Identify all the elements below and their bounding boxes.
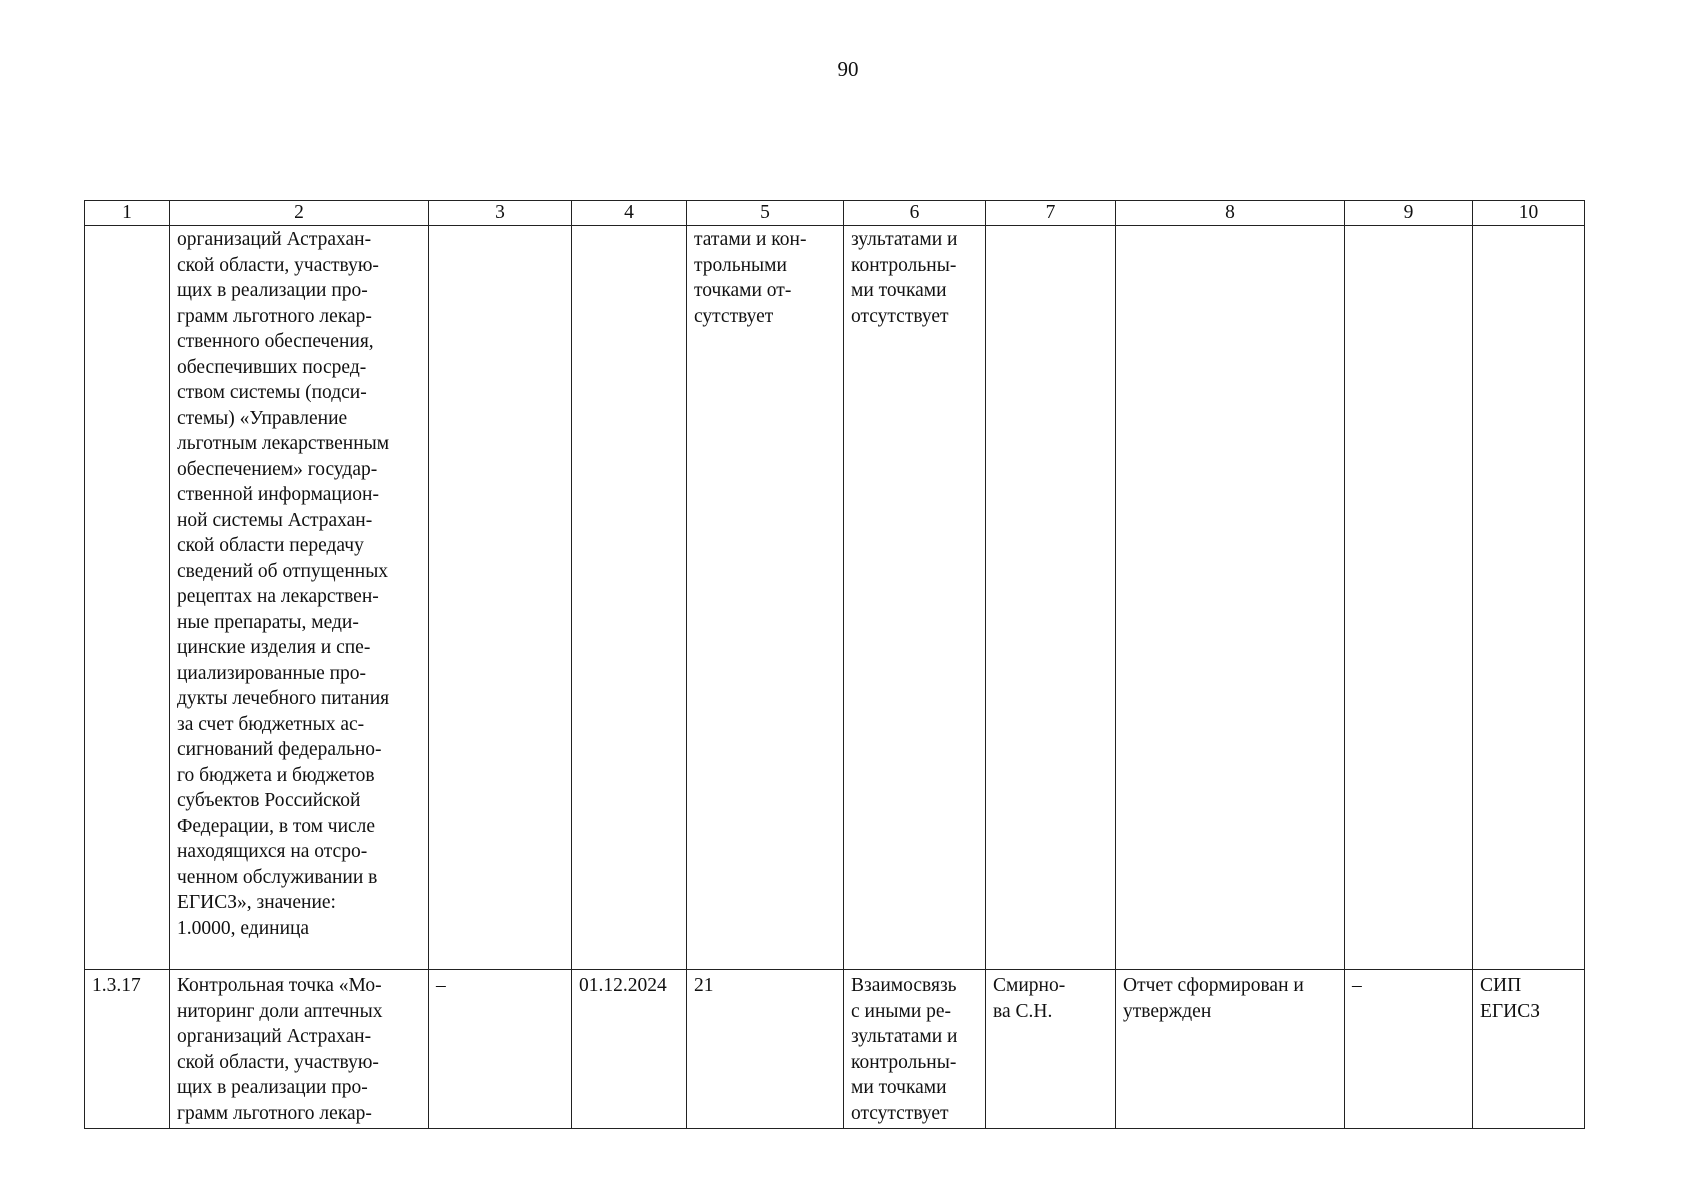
cell-responsible xyxy=(986,226,1116,970)
cell-line: ственной информацион- xyxy=(177,484,379,505)
cell-line: Отчет сформирован и xyxy=(1123,975,1304,996)
cell-line: 01.12.2024 xyxy=(579,975,667,996)
table-row xyxy=(85,970,1585,1129)
cell-col5 xyxy=(687,226,844,970)
cell-line: ми точками xyxy=(851,280,947,301)
cell-relation xyxy=(844,970,986,1129)
cell-result xyxy=(1116,226,1345,970)
cell-col3 xyxy=(429,226,572,970)
cell-line: контрольны- xyxy=(851,254,957,276)
column-header: 5 xyxy=(687,201,844,226)
cell-line: стемы) «Управление xyxy=(177,407,348,429)
cell-line: дукты лечебного питания xyxy=(177,688,390,709)
cell-col5 xyxy=(687,970,844,1129)
cell-line: субъектов Российской xyxy=(177,790,361,811)
cell-line: льготным лекарственным xyxy=(177,433,390,454)
cell-line: за счет бюджетных ас- xyxy=(177,713,365,735)
column-header: 8 xyxy=(1116,201,1345,226)
cell-col9 xyxy=(1345,226,1473,970)
column-header: 3 xyxy=(429,201,572,226)
column-header: 1 xyxy=(85,201,170,226)
cell-col3 xyxy=(429,970,572,1129)
data-table xyxy=(84,200,1585,1129)
cell-line: зультатами и xyxy=(851,1026,958,1047)
cell-line: ской области передачу xyxy=(177,535,364,556)
cell-line: цинские изделия и спе- xyxy=(177,637,371,658)
cell-col9 xyxy=(1345,970,1473,1129)
cell-line: циализированные про- xyxy=(177,662,367,684)
cell-line: ской области, участвую- xyxy=(177,1051,379,1073)
cell-line: обеспечивших посред- xyxy=(177,356,367,378)
cell-line: ниторинг доли аптечных xyxy=(177,1000,383,1022)
page-number: 90 xyxy=(837,57,859,81)
column-header: 10 xyxy=(1473,201,1585,226)
cell-line: ственного обеспечения, xyxy=(177,331,374,352)
cell-line: обеспечением» государ- xyxy=(177,458,378,480)
cell-number xyxy=(85,970,170,1129)
cell-line: Федерации, в том числе xyxy=(177,815,376,837)
cell-line: отсутствует xyxy=(851,1102,949,1124)
cell-line: СИП xyxy=(1480,975,1522,996)
cell-line: зультатами и xyxy=(851,229,958,250)
cell-line: Взаимосвязь xyxy=(851,975,957,996)
cell-line: находящихся на отсро- xyxy=(177,841,368,862)
cell-line: 1.3.17 xyxy=(92,975,141,996)
cell-line: отсутствует xyxy=(851,305,949,327)
cell-line: го бюджета и бюджетов xyxy=(177,764,375,786)
cell-line: Смирно- xyxy=(993,975,1066,996)
cell-line: контрольны- xyxy=(851,1051,957,1073)
cell-line: 21 xyxy=(694,975,714,996)
column-header: 2 xyxy=(170,201,429,226)
cell-line: ми точками xyxy=(851,1077,947,1098)
cell-system xyxy=(1473,970,1585,1129)
cell-line: сведений об отпущенных xyxy=(177,560,389,582)
column-header: 9 xyxy=(1345,201,1473,226)
cell-line: сутствует xyxy=(694,305,774,327)
cell-line: рецептах на лекарствен- xyxy=(177,586,379,607)
cell-line: организаций Астрахан- xyxy=(177,229,372,250)
cell-line: Контрольная точка «Мо- xyxy=(177,975,382,996)
cell-description xyxy=(170,226,429,970)
cell-line: щих в реализации про- xyxy=(177,280,368,301)
cell-line: утвержден xyxy=(1123,1000,1212,1022)
cell-line: точками от- xyxy=(694,280,792,301)
cell-line: ством системы (подси- xyxy=(177,382,367,403)
cell-responsible xyxy=(986,970,1116,1129)
cell-line: ной системы Астрахан- xyxy=(177,509,373,531)
cell-line: грамм льготного лекар- xyxy=(177,305,372,327)
cell-line: – xyxy=(436,975,446,996)
cell-relation xyxy=(844,226,986,970)
cell-date xyxy=(572,970,687,1129)
cell-line: организаций Астрахан- xyxy=(177,1026,372,1047)
cell-line: – xyxy=(1352,975,1362,996)
column-header: 7 xyxy=(986,201,1116,226)
cell-line: ва С.Н. xyxy=(993,1000,1053,1022)
cell-line: грамм льготного лекар- xyxy=(177,1102,372,1124)
cell-line: сигнований федерально- xyxy=(177,739,382,760)
cell-line: с иными ре- xyxy=(851,1000,952,1022)
cell-result xyxy=(1116,970,1345,1129)
table-row xyxy=(85,226,1585,970)
cell-line: 1.0000, единица xyxy=(177,917,310,939)
cell-line: ЕГИСЗ», значение: xyxy=(177,892,336,913)
cell-line: ченном обслуживании в xyxy=(177,866,378,888)
cell-number xyxy=(85,226,170,970)
cell-line: щих в реализации про- xyxy=(177,1077,368,1098)
column-header: 6 xyxy=(844,201,986,226)
column-header: 4 xyxy=(572,201,687,226)
header-row xyxy=(85,201,1585,226)
cell-line: трольными xyxy=(694,254,787,276)
cell-line: ЕГИСЗ xyxy=(1480,1000,1541,1022)
cell-date xyxy=(572,226,687,970)
cell-description xyxy=(170,970,429,1129)
cell-system xyxy=(1473,226,1585,970)
cell-line: ные препараты, меди- xyxy=(177,611,359,633)
cell-line: ской области, участвую- xyxy=(177,254,379,276)
cell-line: татами и кон- xyxy=(694,229,807,250)
